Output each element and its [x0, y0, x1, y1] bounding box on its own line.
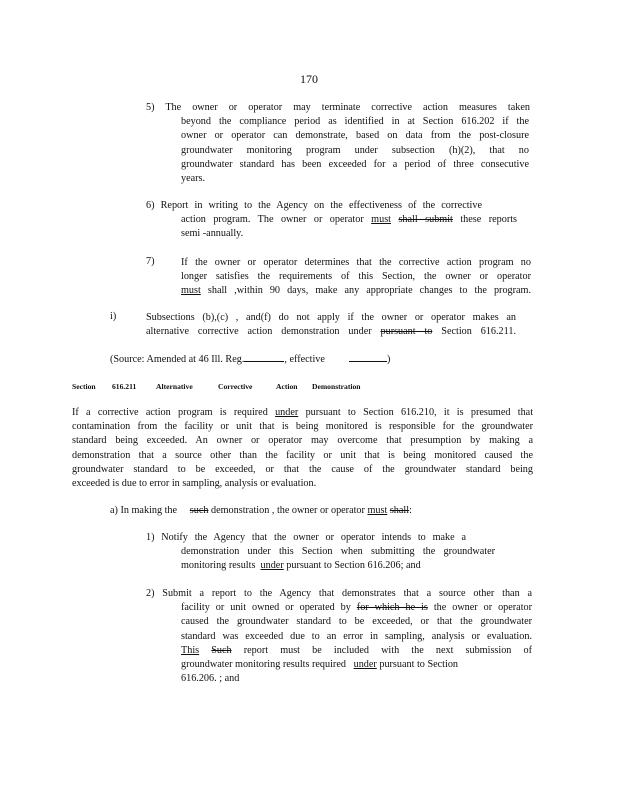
item-7-line: If the owner or operator determines that the corrective action program no [181, 257, 531, 268]
inserted-text: under [260, 560, 284, 572]
text-run: If a corrective action program is required [72, 407, 268, 418]
heading-word: Corrective [218, 382, 253, 391]
sub-2-line: 2) Submit a report to the Agency that demonstrates that a source other than a [146, 588, 532, 599]
item-7-body [181, 256, 531, 299]
item-6-line: semi -annually. [181, 228, 244, 240]
item-7-line [181, 284, 531, 298]
sub-2-line: 616.206. ; and [181, 673, 240, 685]
item-a [110, 504, 490, 518]
heading-word: Demonstration [312, 382, 361, 391]
item-6-line: 6) Report in writing to the Agency on the effectiveness of the corrective [146, 200, 482, 211]
intro-line: standard being exceeded. An owner or operator may overcome that presumption by making a [72, 435, 533, 447]
item-i-line: Subsections (b),(c) , and(f) do not apply if the owner or operator makes an [146, 312, 516, 323]
intro-line: groundwater standard to be exceeded, or that the cause of the groundwater standard being [72, 463, 533, 475]
text-run: alternative corrective action demonstration under [146, 326, 372, 338]
source-mid: , effective [284, 354, 325, 365]
inserted-text: This [181, 644, 200, 656]
item-6-body [181, 213, 517, 241]
text-run: pursuant to Section [379, 659, 459, 670]
text-run: these reports [460, 214, 517, 226]
text-run: a) In making the [110, 505, 178, 516]
item-5-line: 5) The owner or operator may terminate corrective action measures taken [146, 102, 530, 113]
text-run: : [409, 505, 412, 516]
item-5-body [181, 115, 529, 186]
page-number: 170 [300, 72, 318, 86]
heading-word: Alternative [156, 382, 193, 391]
blank-line [244, 352, 284, 362]
sub-1-line: 1) Notify the Agency that the owner or operator intends to make a [146, 532, 466, 543]
blank-line [349, 352, 387, 362]
deleted-text: shall [389, 505, 410, 516]
text-run: report must be included with the next submission of [243, 644, 532, 656]
sub-item-2 [146, 587, 532, 601]
item-5 [146, 101, 530, 115]
sub-2-line [181, 644, 532, 658]
intro-line: exceeded is due to error in sampling, analysis or evaluation. [72, 478, 317, 490]
item-5-line: groundwater standard has been exceeded for a period of three consecutive [181, 158, 529, 170]
text-run: demonstration , the owner or operator [211, 505, 365, 516]
sub-item-1-body [181, 545, 495, 573]
item-5-line: groundwater monitoring program under subsection (h)(2), that no [181, 144, 529, 156]
text-run: pursuant to Section 616.206; and [286, 560, 421, 572]
item-5-line: owner or operator can demonstrate, based on data from the post-closure [181, 130, 529, 142]
item-7-label: 7) [146, 256, 155, 267]
text-run: groundwater monitoring results required [181, 659, 346, 670]
sub-2-line [181, 658, 471, 672]
deleted-text: shall submit [398, 214, 453, 226]
section-heading [72, 382, 372, 391]
text-run: pursuant to Section 616.210, it is presumed that [305, 407, 533, 418]
text-run: monitoring results [181, 560, 256, 572]
inserted-text: must [181, 285, 201, 297]
deleted-text: for which he is [356, 602, 428, 614]
sub-2-line: caused the groundwater standard to be exceeded, or that the groundwater [181, 616, 532, 628]
item-i-line [146, 325, 516, 339]
sub-1-line [181, 559, 495, 573]
inserted-text: must [367, 505, 388, 516]
deleted-text: pursuant to [380, 326, 433, 338]
intro-line [72, 406, 533, 420]
heading-number: 616.211 [112, 382, 137, 391]
intro-line: contamination from the facility or unit that is being monitored is responsible for the groundwater [72, 421, 533, 433]
sub-item-1 [146, 531, 466, 545]
sub-2-line [181, 601, 532, 615]
item-6 [146, 199, 482, 213]
source-note [110, 352, 430, 367]
item-5-line: beyond the compliance period as identified in at Section 616.202 if the [181, 116, 529, 128]
text-run: shall [207, 285, 228, 297]
intro-paragraph [72, 406, 533, 491]
inserted-text: must [371, 214, 391, 226]
item-7-line: longer satisfies the requirements of this Section, the owner or operator [181, 271, 531, 283]
text-run: Section 616.211. [441, 326, 516, 338]
item-6-line [181, 213, 517, 227]
text-run: facility or unit owned or operated by [181, 602, 351, 614]
item-i-label: i) [110, 311, 117, 322]
text-run: ,within 90 days, make any appropriate changes to the program. [234, 285, 531, 297]
sub-1-line: demonstration under this Section when submitting the groundwater [181, 546, 495, 558]
deleted-text: such [189, 505, 209, 516]
heading-section: Section [72, 382, 96, 391]
inserted-text: under [275, 407, 299, 418]
item-i-body [146, 311, 516, 339]
source-end: ) [386, 354, 391, 365]
deleted-text: Such [211, 644, 232, 656]
text-run: action program. The owner or operator [181, 214, 364, 226]
sub-2-line: standard was exceeded due to an error in sampling, analysis or evaluation. [181, 630, 532, 642]
text-run: the owner or operator [433, 602, 532, 614]
inserted-text: under [353, 659, 377, 670]
sub-item-2-body [181, 601, 532, 686]
heading-word: Action [276, 382, 298, 391]
item-5-line: years. [181, 173, 206, 184]
source-text: (Source: Amended at 46 Ill. Reg. [110, 354, 245, 365]
intro-line: demonstration that a source other than the facility or unit that is being monitored caused the [72, 449, 533, 461]
